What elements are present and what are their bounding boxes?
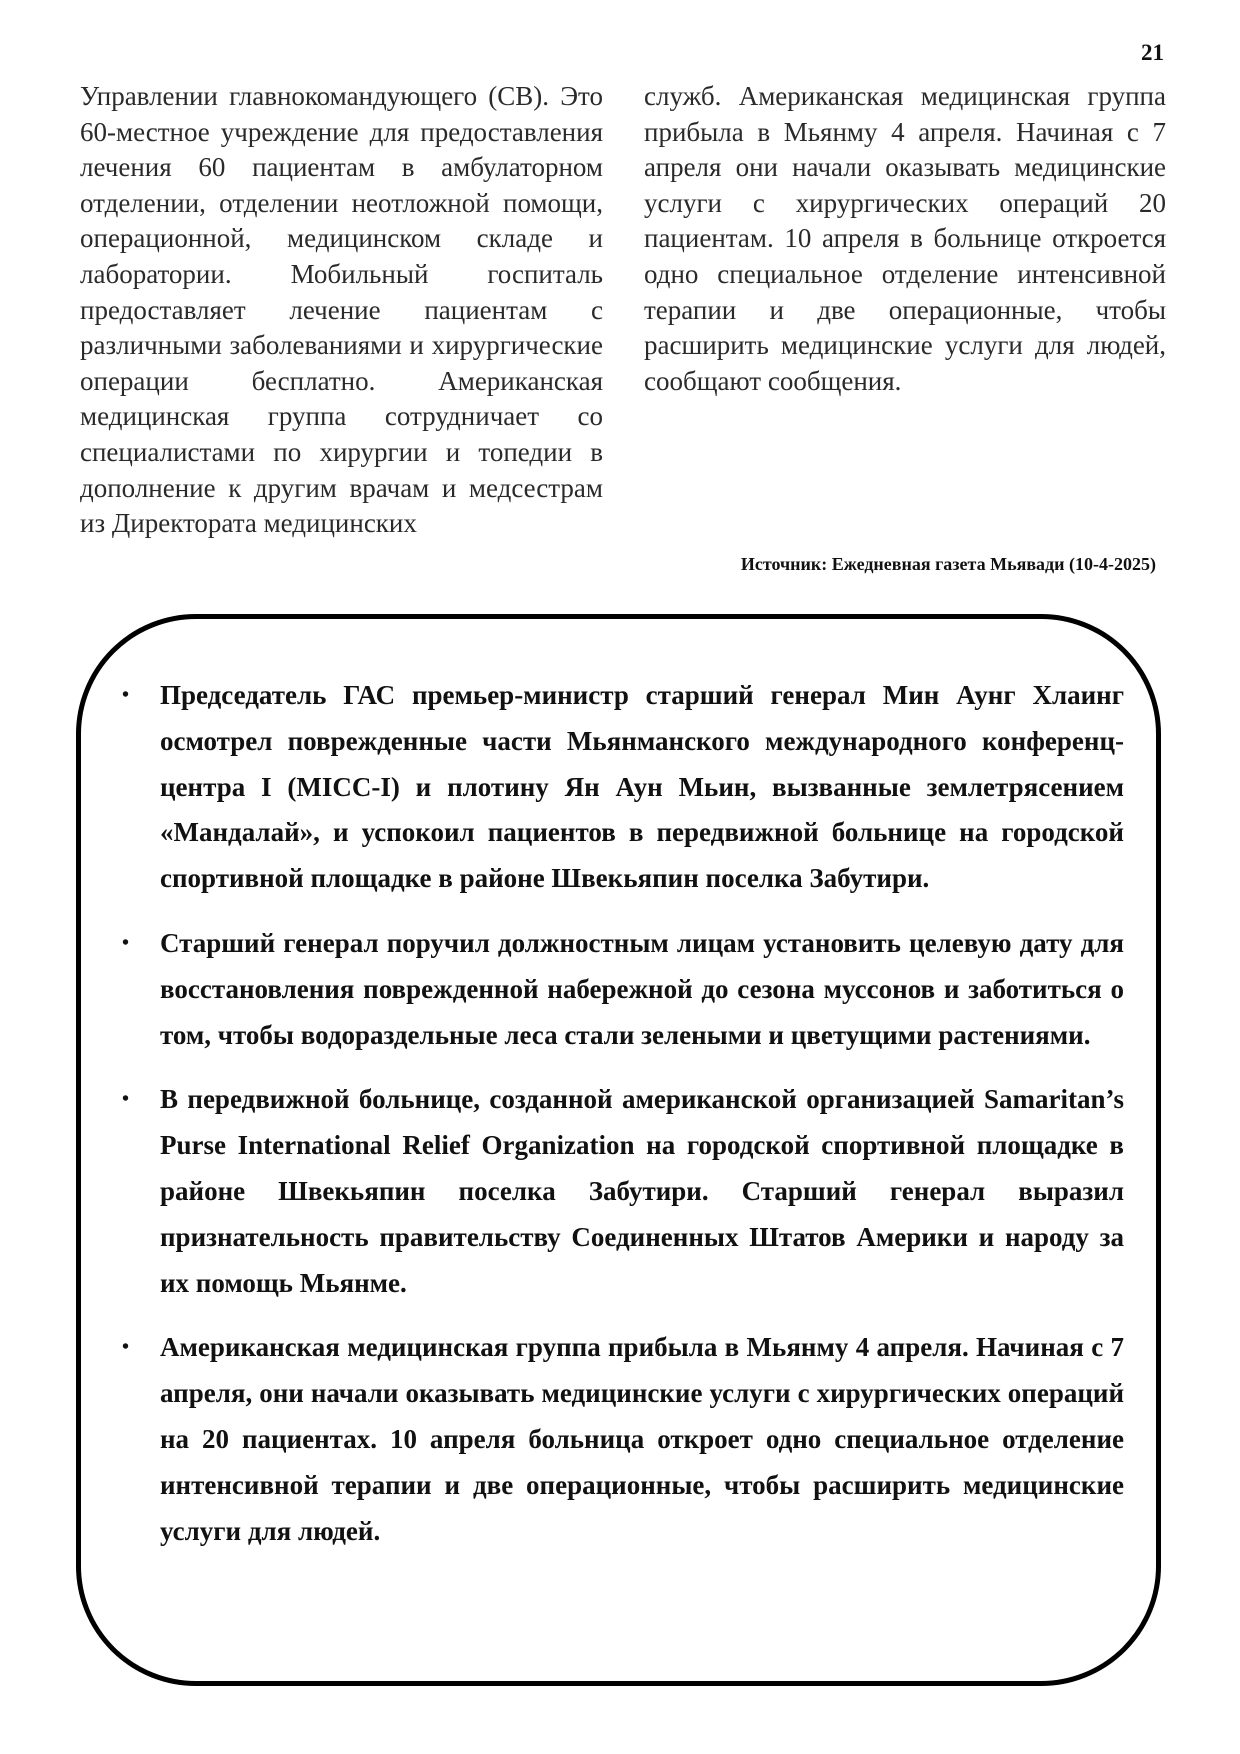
bullet-icon: • <box>122 684 130 706</box>
article-column-right: служб. Американская медицинская группа прибыла в Мьянму 4 апреля. Начиная с 7 апреля они начали оказывать медицинские услуги с хирургических операций 20 пациентам. 10 апреля в больнице откроется одно специальное отделение интенсивной терапии и две операционные, чтобы расширить медицинские услуги для людей, сообщают сообщения. <box>644 81 1166 396</box>
summary-bullet <box>114 673 1124 902</box>
bullet-icon: • <box>122 931 130 954</box>
summary-bullet-text: Американская медицинская группа прибыла в Мьянму 4 апреля. Начиная с 7 апреля, они начали оказывать медицинские услуги с хирургических операций на 20 пациентах. 10 апреля больница откроет одно специальное отделение интенсивной терапии и две операционные, чтобы расширить медицинские услуги для людей. <box>160 1332 1124 1546</box>
page-number: 21 <box>1141 40 1164 65</box>
summary-bullet <box>114 1077 1124 1306</box>
summary-bullet <box>114 1325 1124 1554</box>
summary-bullet-text: В передвижной больнице, созданной американской организацией Samaritan’s Purse International Relief Organization на городской спортивной площадке в районе Швекьяпин поселка Забутири. Старший генерал выразил признательность правительству Соединенных Штатов Америки и народу за их помощь Мьянме. <box>160 1084 1124 1298</box>
summary-bullet <box>114 921 1124 1058</box>
summary-bullet-list <box>114 673 1124 1573</box>
summary-bullet-text: Председатель ГАС премьер-министр старший генерал Мин Аунг Хлаинг осмотрел поврежденные части Мьянманского международного конференц-центра I (MICC-I) и плотину Ян Аун Мьин, вызванные землетрясением «Мандалай», и успокоил пациентов в передвижной больнице на городской спортивной площадке в районе Швекьяпин поселка Забутири. <box>160 680 1124 894</box>
bullet-icon: • <box>122 1088 130 1111</box>
bullet-icon: • <box>122 1336 130 1359</box>
article-column-left: Управлении главнокомандующего (СВ). Это 60-местное учреждение для предоставления лечения 60 пациентам в амбулаторном отделении, отделении неотложной помощи, операционной, медицинском складе и лаборатории. Мобильный госпиталь предоставляет лечение пациентам с различными заболеваниями и хирургические операции бесплатно. Американская медицинская группа сотрудничает со специалистами по хирургии и топедии в дополнение к другим врачам и медсестрам из Директората медицинских <box>80 81 603 539</box>
source-citation: Источник: Ежедневная газета Мьявади (10-4-2025) <box>740 554 1156 574</box>
summary-bullet-text: Старший генерал поручил должностным лицам установить целевую дату для восстановления поврежденной набережной до сезона муссонов и заботиться о том, чтобы водораздельные леса стали зелеными и цветущими растениями. <box>160 927 1124 1050</box>
